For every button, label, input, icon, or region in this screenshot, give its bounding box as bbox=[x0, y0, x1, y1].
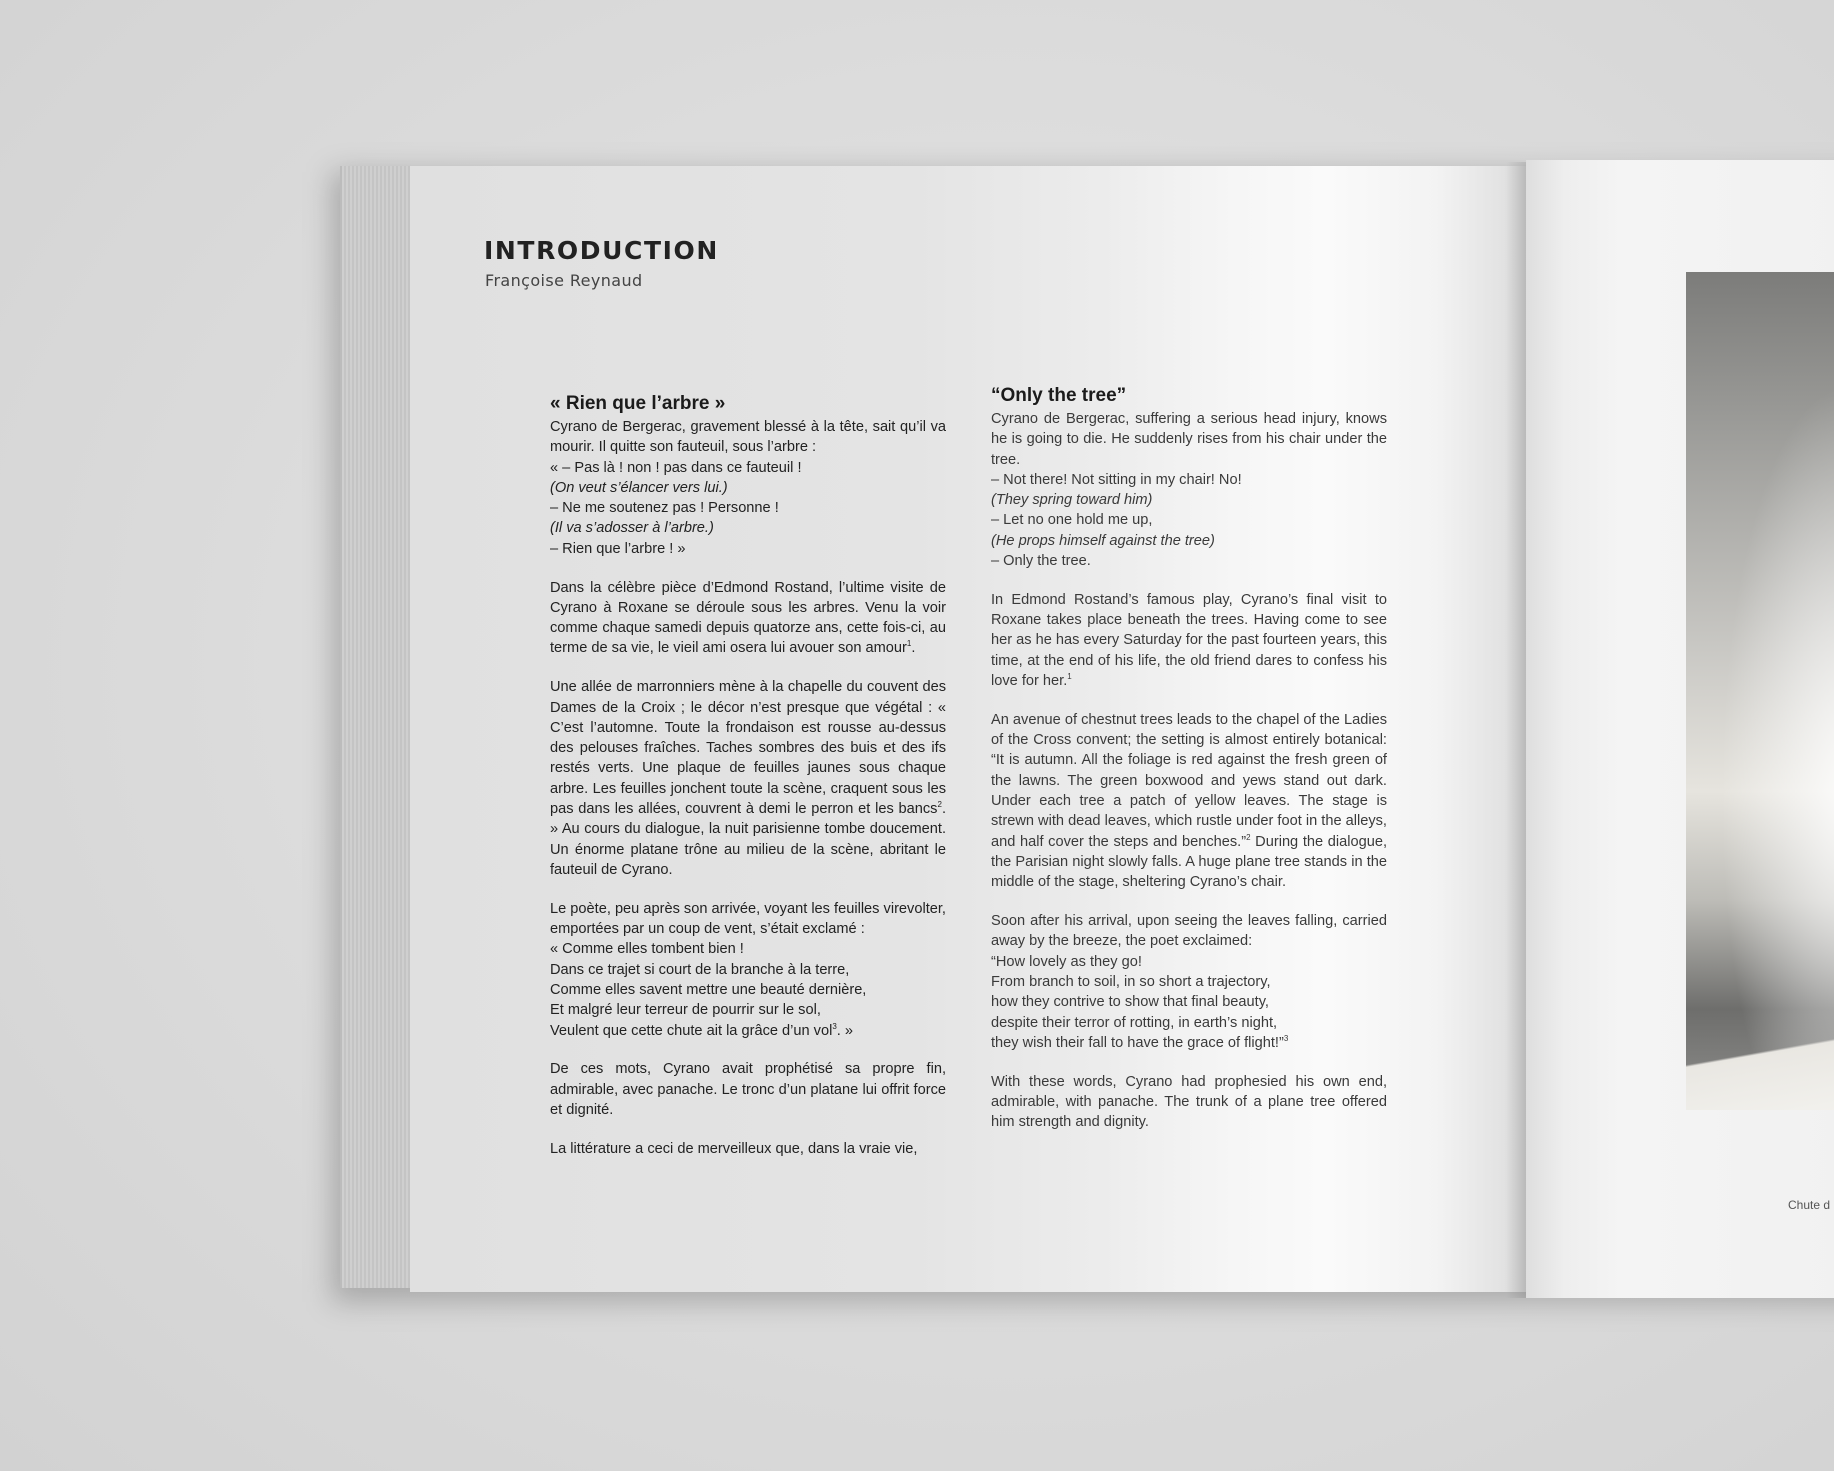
french-paragraph-5: La littérature a ceci de merveilleux que, dans la vraie vie, bbox=[550, 1140, 918, 1157]
english-paragraph-2: An avenue of chestnut trees leads to the chapel of the Ladies of the Cross convent; the setting is almost entirely botanical: “It is autumn. All the foliage is red against the fresh green of the lawns. The green boxwood and yews stand out dark. Under each tree a patch of yellow leaves. The stage is strewn with dead leaves, which rustle under foot in the alleys, and half cover the steps and benches.”$^2$ During the dialogue, the Parisian night slowly falls. A huge plane tree stands in the middle of the stage, sheltering Cyrano’s chair. bbox=[991, 711, 1387, 891]
english-quote-line: – Let no one hold me up, bbox=[991, 512, 1153, 529]
english-paragraph-1: In Edmond Rostand’s famous play, Cyrano’s final visit to Roxane takes place beneath the trees. Having come to see her as he has every Saturday for the past fourteen years, this time, at the end of his life, the old friend dares to confess his love for her.$^1$ bbox=[991, 591, 1387, 690]
french-quote bbox=[550, 458, 946, 559]
french-paragraph-3: Le poète, peu après son arrivée, voyant les feuilles virevolter, emportées par un coup de vent, s’était exclamé : bbox=[550, 900, 946, 938]
french-column bbox=[550, 392, 946, 1159]
footnote-ref: 3 bbox=[832, 1021, 837, 1031]
footnote-ref: 2 bbox=[937, 800, 942, 810]
french-poem-line: Comme elles savent mettre une beauté dernière, bbox=[550, 981, 867, 998]
english-heading: “Only the tree” bbox=[991, 385, 1127, 406]
english-paragraph-4: With these words, Cyrano had prophesied his own end, admirable, with panache. The trunk of a plane tree offered him strength and dignity. bbox=[991, 1073, 1387, 1131]
french-paragraph-1: Dans la célèbre pièce d’Edmond Rostand, l’ultime visite de Cyrano à Roxane se déroule sous les arbres. Venu la voir comme chaque samedi depuis quatorze ans, cette fois-ci, au terme de sa vie, le vieil ami osera lui avouer son amour$^1$. bbox=[550, 579, 946, 657]
french-quote-line: « – Pas là ! non ! pas dans ce fauteuil ! bbox=[550, 459, 802, 476]
english-quote-line: – Not there! Not sitting in my chair! No! bbox=[991, 471, 1242, 488]
author-name: Françoise Reynaud bbox=[485, 271, 643, 290]
french-poem-line: Veulent que cette chute ait la grâce d’un vol$^3$. » bbox=[550, 1021, 854, 1039]
english-column bbox=[991, 384, 1387, 1133]
french-heading: « Rien que l’arbre » bbox=[550, 393, 726, 414]
footnote-ref: 1 bbox=[1067, 672, 1072, 682]
french-poem-line: « Comme elles tombent bien ! bbox=[550, 941, 744, 958]
footnote-ref: 3 bbox=[1283, 1033, 1289, 1043]
photo-caption: Chute d bbox=[1788, 1198, 1831, 1212]
footnote-ref: 2 bbox=[1246, 832, 1251, 842]
english-poem-line: “How lovely as they go! bbox=[991, 953, 1142, 970]
english-intro: Cyrano de Bergerac, suffering a serious head injury, knows he is going to die. He suddenly rises from his chair under the tree. bbox=[991, 411, 1387, 468]
page-title: INTRODUCTION bbox=[484, 236, 719, 265]
french-paragraph-4: De ces mots, Cyrano avait prophétisé sa propre fin, admirable, avec panache. Le tronc d’un platane lui offrit force et dignité. bbox=[550, 1061, 946, 1118]
french-quote-line: – Ne me soutenez pas ! Personne ! bbox=[550, 500, 779, 517]
english-poem-line: From branch to soil, in so short a trajectory, bbox=[991, 973, 1271, 990]
english-quote bbox=[991, 470, 1387, 571]
english-poem-line: how they contrive to show that final beauty, bbox=[991, 994, 1269, 1011]
english-paragraph-3: Soon after his arrival, upon seeing the leaves falling, carried away by the breeze, the poet exclaimed: bbox=[991, 913, 1387, 950]
english-quote-line: (They spring toward him) bbox=[991, 492, 1153, 509]
french-intro: Cyrano de Bergerac, gravement blessé à la tête, sait qu’il va mourir. Il quitte son fauteuil, sous l’arbre : bbox=[550, 419, 946, 456]
english-quote-line: (He props himself against the tree) bbox=[991, 532, 1215, 549]
french-paragraph-2: Une allée de marronniers mène à la chapelle du couvent des Dames de la Croix ; le décor n’est presque que végétal : « C’est l’automne. Toute la frondaison est rousse au-dessus des pelouses fraîches. Taches sombres des buis et des ifs restés verts. Une plaque de feuilles jaunes sous chaque arbre. Les feuilles jonchent toute la scène, craquent sous les pas dans les allées, couvrent à demi le perron et les bancs$^2$. » Au cours du dialogue, la nuit parisienne tombe doucement. Un énorme platane trône au milieu de la scène, abritant le fauteuil de Cyrano. bbox=[550, 679, 946, 878]
english-poem bbox=[991, 952, 1387, 1053]
english-quote-line: – Only the tree. bbox=[991, 553, 1091, 570]
french-poem bbox=[550, 939, 946, 1040]
french-poem-line: Dans ce trajet si court de la branche à la terre, bbox=[550, 961, 850, 978]
french-poem-line: Et malgré leur terreur de pourrir sur le sol, bbox=[550, 1002, 821, 1019]
english-poem-line: they wish their fall to have the grace of flight!”$^3$ bbox=[991, 1033, 1289, 1051]
french-quote-line: – Rien que l’arbre ! » bbox=[550, 540, 686, 557]
french-quote-line: (On veut s’élancer vers lui.) bbox=[550, 479, 728, 496]
english-poem-line: despite their terror of rotting, in earth’s night, bbox=[991, 1014, 1278, 1031]
landscape-photo bbox=[1686, 272, 1834, 1110]
french-quote-line: (Il va s’adosser à l’arbre.) bbox=[550, 520, 714, 537]
page-edges bbox=[340, 166, 414, 1288]
photo-snow-slope bbox=[1686, 1020, 1834, 1110]
footnote-ref: 1 bbox=[906, 639, 912, 649]
